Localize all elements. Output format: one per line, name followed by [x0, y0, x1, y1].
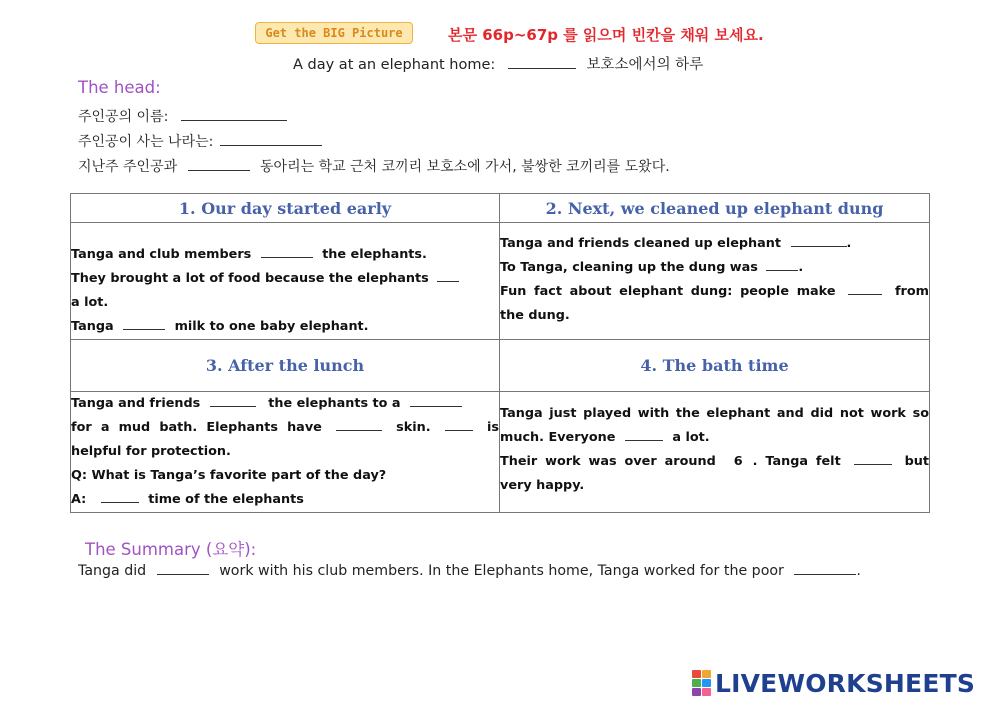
- cell-1-text: a lot.: [71, 295, 109, 310]
- protagonist-name-line: [78, 106, 287, 126]
- protagonist-country-blank[interactable]: [220, 144, 322, 146]
- cell-4-blank-2[interactable]: [854, 463, 892, 465]
- cell-3-body: [71, 392, 500, 513]
- summary-text: .: [856, 563, 861, 579]
- cell-3-text: Q: What is Tanga’s favorite part of the day?: [71, 468, 387, 483]
- cell-1-blank-2[interactable]: [437, 280, 459, 282]
- cell-4-text: Tanga just played with the elephant and did not work so much. Everyone: [500, 406, 929, 445]
- liveworksheets-logo-text: LIVEWORKSHEETS: [715, 668, 976, 698]
- cell-4-text: 6: [733, 454, 743, 469]
- cell-3-blank-2[interactable]: [410, 405, 462, 407]
- protagonist-name-blank[interactable]: [181, 119, 287, 121]
- protagonist-country-label: 주인공이 사는 나라는:: [78, 134, 214, 150]
- cell-1-body: [71, 223, 500, 340]
- cell-1-blank-1[interactable]: [261, 256, 313, 258]
- cell-4-text: Their work was over around: [500, 454, 716, 469]
- cell-3-title: 3. After the lunch: [71, 340, 500, 392]
- cell-1-blank-3[interactable]: [123, 328, 165, 330]
- cell-3-text: is helpful for protection.: [71, 420, 499, 459]
- cell-1-title: 1. Our day started early: [71, 194, 500, 223]
- protagonist-name-label: 주인공의 이름:: [78, 109, 169, 125]
- cell-2-body: [500, 223, 930, 340]
- last-week-blank[interactable]: [188, 169, 250, 171]
- cell-4-body: [500, 392, 930, 513]
- cell-2-text: Tanga and friends cleaned up elephant: [500, 236, 782, 251]
- cell-3-text: for a mud bath. Elephants have: [71, 420, 322, 435]
- cell-3-blank-4[interactable]: [445, 429, 473, 431]
- cell-2-text: from the dung.: [500, 284, 929, 323]
- cell-3-blank-5[interactable]: [101, 501, 139, 503]
- cell-4-text: . Tanga felt: [752, 454, 841, 469]
- cell-2-blank-1[interactable]: [791, 245, 847, 247]
- protagonist-country-line: [78, 131, 322, 151]
- cell-3-text: time of the elephants: [148, 492, 304, 507]
- worksheet-title: [293, 53, 703, 74]
- cell-2-blank-3[interactable]: [848, 293, 882, 295]
- last-week-label: 지난주 주인공과: [78, 159, 178, 175]
- cell-3-text: Tanga and friends: [71, 396, 201, 411]
- cell-4-blank-1[interactable]: [625, 439, 663, 441]
- cell-4-text: but very happy.: [500, 454, 929, 493]
- cell-1-text: They brought a lot of food because the elephants: [71, 271, 429, 286]
- cell-4-title: 4. The bath time: [500, 340, 930, 392]
- summary-heading: The Summary (요약):: [85, 540, 257, 559]
- summary-blank-2[interactable]: [794, 573, 856, 575]
- cell-1-text: Tanga: [71, 319, 114, 334]
- get-big-picture-badge: Get the BIG Picture: [255, 22, 413, 44]
- instruction-text: 본문 66p~67p 를 읽으며 빈칸을 채워 보세요.: [448, 26, 764, 44]
- liveworksheets-logo-icon: [692, 670, 712, 696]
- cell-3-blank-1[interactable]: [210, 405, 256, 407]
- cell-3-text: the elephants to a: [268, 396, 401, 411]
- last-week-line: [78, 156, 670, 176]
- cell-2-text: .: [846, 236, 852, 251]
- title-prefix: A day at an elephant home:: [293, 57, 496, 73]
- title-blank[interactable]: [508, 67, 576, 69]
- liveworksheets-logo: [692, 666, 975, 700]
- summary-text: Tanga did: [78, 563, 147, 579]
- cell-2-text: Fun fact about elephant dung: people make: [500, 284, 836, 299]
- story-table: [70, 193, 930, 513]
- summary-line: [78, 563, 861, 579]
- title-suffix: 보호소에서의 하루: [586, 57, 704, 73]
- cell-2-title: 2. Next, we cleaned up elephant dung: [500, 194, 930, 223]
- summary-blank-1[interactable]: [157, 573, 209, 575]
- cell-2-text: To Tanga, cleaning up the dung was: [500, 260, 758, 275]
- cell-2-blank-2[interactable]: [766, 269, 798, 271]
- cell-4-text: a lot.: [672, 430, 710, 445]
- cell-1-text: Tanga and club members: [71, 247, 252, 262]
- cell-2-text: .: [798, 260, 804, 275]
- cell-1-text: the elephants.: [322, 247, 427, 262]
- cell-3-text: skin.: [396, 420, 431, 435]
- cell-3-text: A:: [71, 492, 87, 507]
- last-week-rest: 동아리는 학교 근처 코끼리 보호소에 가서, 불쌍한 코끼리를 도왔다.: [260, 159, 670, 175]
- head-section-heading: The head:: [78, 78, 161, 97]
- cell-3-blank-3[interactable]: [336, 429, 382, 431]
- summary-text: work with his club members. In the Elephants home, Tanga worked for the poor: [219, 563, 784, 579]
- cell-1-text: milk to one baby elephant.: [174, 319, 369, 334]
